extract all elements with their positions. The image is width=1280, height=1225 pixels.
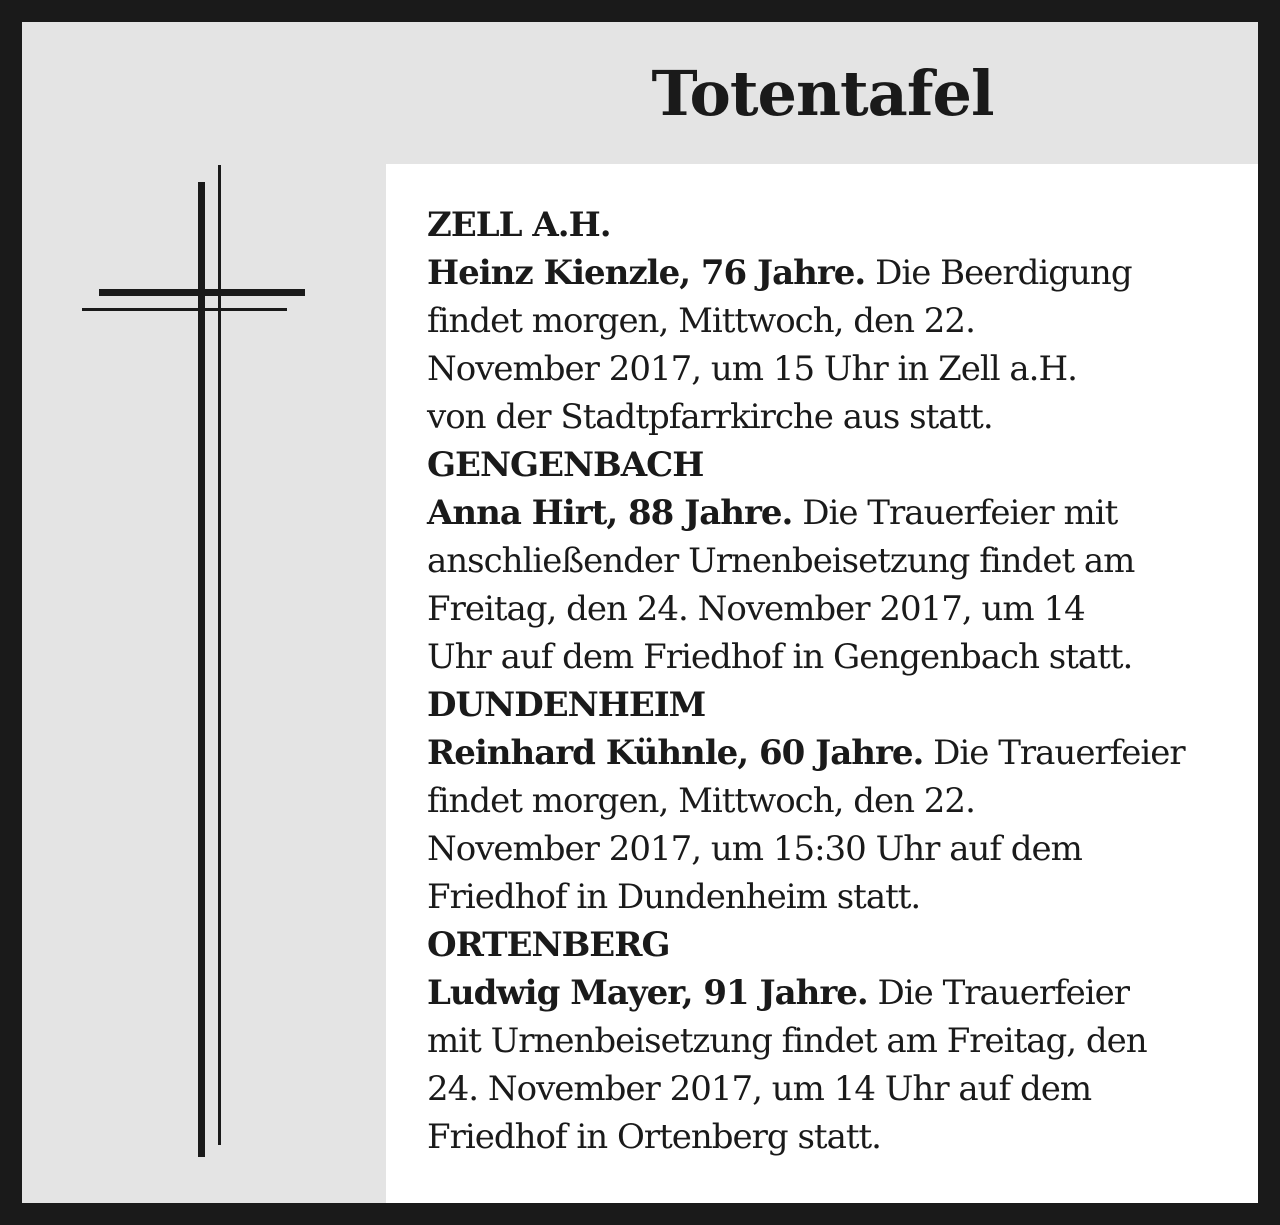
cross-vertical-bar-front xyxy=(198,182,205,1157)
entry-place: ORTENBERG xyxy=(427,925,670,965)
cross-horizontal-bar-back xyxy=(82,308,287,311)
entry-line: Die Beerdigung xyxy=(865,253,1132,293)
entry-place: ZELL A.H. xyxy=(427,205,611,245)
entry-line: Friedhof in Dundenheim statt. xyxy=(427,877,921,917)
entry-line: Die Trauerfeier xyxy=(867,973,1130,1013)
entry-line: Friedhof in Ortenberg statt. xyxy=(427,1117,881,1157)
obituary-entry xyxy=(427,201,1248,441)
page-title: Totentafel xyxy=(651,56,994,130)
entry-name: Ludwig Mayer, 91 Jahre. xyxy=(427,973,868,1013)
entry-name: Heinz Kienzle, 76 Jahre. xyxy=(427,253,866,293)
cross-vertical-bar-back xyxy=(218,165,221,1145)
cross-horizontal-bar-front xyxy=(99,289,305,296)
entry-line: Uhr auf dem Friedhof in Gengenbach statt. xyxy=(427,637,1133,677)
obituary-entry xyxy=(427,681,1248,921)
entry-line: Freitag, den 24. November 2017, um 14 xyxy=(427,589,1085,629)
obituary-entry xyxy=(427,921,1248,1161)
obituary-list xyxy=(386,164,1258,1203)
entry-text xyxy=(427,489,1248,681)
entry-line: November 2017, um 15:30 Uhr auf dem xyxy=(427,829,1082,869)
entry-text xyxy=(427,969,1248,1161)
entry-line: anschließender Urnenbeisetzung findet am xyxy=(427,541,1135,581)
entry-name: Anna Hirt, 88 Jahre. xyxy=(427,493,793,533)
entry-line: Die Trauerfeier mit xyxy=(792,493,1118,533)
entry-name: Reinhard Kühnle, 60 Jahre. xyxy=(427,733,924,773)
obituary-entry xyxy=(427,441,1248,681)
entry-line: findet morgen, Mittwoch, den 22. xyxy=(427,301,975,341)
entry-line: 24. November 2017, um 14 Uhr auf dem xyxy=(427,1069,1092,1109)
entry-place: GENGENBACH xyxy=(427,445,704,485)
entry-line: November 2017, um 15 Uhr in Zell a.H. xyxy=(427,349,1077,389)
entry-text xyxy=(427,729,1248,921)
obituary-panel xyxy=(22,22,1258,1203)
entry-line: mit Urnenbeisetzung findet am Freitag, den xyxy=(427,1021,1147,1061)
cross-icon xyxy=(22,22,386,1203)
entry-text xyxy=(427,249,1248,441)
entry-place: DUNDENHEIM xyxy=(427,685,706,725)
entry-line: von der Stadtpfarrkirche aus statt. xyxy=(427,397,993,437)
entry-line: findet morgen, Mittwoch, den 22. xyxy=(427,781,975,821)
entry-line: Die Trauerfeier xyxy=(923,733,1185,773)
